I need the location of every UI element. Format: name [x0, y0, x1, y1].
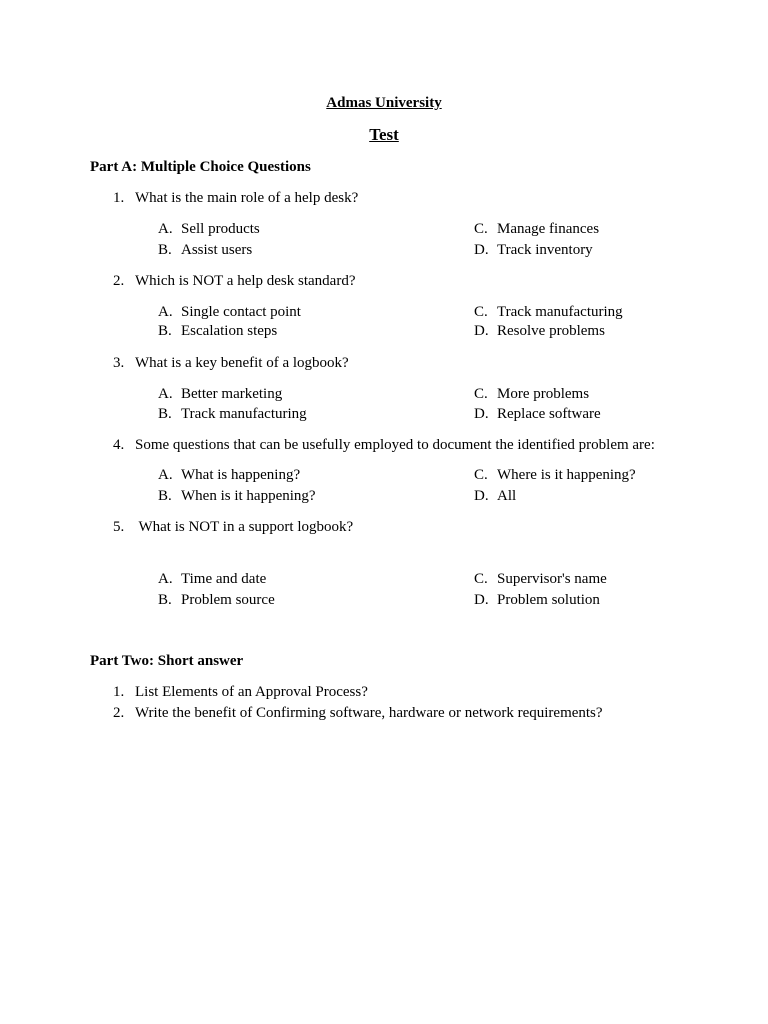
option-2b — [158, 322, 277, 340]
option-letter: C. — [474, 221, 488, 237]
part-a-heading: Part A: Multiple Choice Questions — [90, 159, 311, 175]
option-letter: D. — [474, 323, 489, 339]
option-text: Track manufacturing — [181, 406, 307, 422]
option-1b — [158, 241, 252, 259]
option-text: What is happening? — [181, 467, 301, 483]
option-letter: B. — [158, 592, 172, 608]
option-3d — [474, 405, 601, 423]
question-number: 1. — [113, 684, 125, 700]
option-text: Replace software — [497, 406, 601, 422]
option-letter: B. — [158, 242, 172, 258]
question-text: What is NOT in a support logbook? — [135, 519, 354, 535]
question-number: 2. — [113, 705, 125, 721]
page-title: Test — [369, 125, 399, 144]
option-3c — [474, 385, 589, 403]
part-two-heading: Part Two: Short answer — [90, 653, 244, 669]
option-letter: D. — [474, 406, 489, 422]
option-text: Single contact point — [181, 304, 301, 320]
option-letter: C. — [474, 304, 488, 320]
question-1 — [113, 189, 358, 207]
question-text: What is the main role of a help desk? — [135, 190, 359, 206]
option-text: Escalation steps — [181, 323, 278, 339]
option-text: Track inventory — [497, 242, 593, 258]
question-4 — [113, 436, 655, 454]
option-text: Better marketing — [181, 386, 283, 402]
option-letter: A. — [158, 571, 173, 587]
question-text: What is a key benefit of a logbook? — [135, 355, 349, 371]
question-text: Which is NOT a help desk standard? — [135, 273, 356, 289]
option-5d — [474, 591, 600, 609]
short-question-2 — [113, 704, 603, 722]
option-text: Time and date — [181, 571, 267, 587]
option-letter: B. — [158, 323, 172, 339]
option-text: Where is it happening? — [497, 467, 636, 483]
option-letter: C. — [474, 386, 488, 402]
option-text: Resolve problems — [497, 323, 605, 339]
option-1d — [474, 241, 593, 259]
question-3 — [113, 354, 349, 372]
option-text: Manage finances — [497, 221, 600, 237]
question-text: Some questions that can be usefully employed to document the identified problem are: — [135, 437, 655, 453]
option-text: Problem source — [181, 592, 275, 608]
question-number: 3. — [113, 355, 125, 371]
option-4a — [158, 466, 300, 484]
option-text: Problem solution — [497, 592, 600, 608]
option-letter: D. — [474, 488, 489, 504]
question-text: Write the benefit of Confirming software, hardware or network requirements? — [135, 705, 603, 721]
institution-name: Admas University — [326, 95, 442, 111]
option-letter: A. — [158, 221, 173, 237]
option-text: When is it happening? — [181, 488, 316, 504]
option-letter: B. — [158, 406, 172, 422]
question-number: 1. — [113, 190, 125, 206]
question-number: 2. — [113, 273, 125, 289]
option-5c — [474, 570, 607, 588]
option-text: Supervisor's name — [497, 571, 607, 587]
option-4b — [158, 487, 316, 505]
option-letter: A. — [158, 304, 173, 320]
short-question-1 — [113, 683, 368, 701]
option-text: All — [497, 488, 517, 504]
option-3a — [158, 385, 282, 403]
option-5a — [158, 570, 266, 588]
option-text: Track manufacturing — [497, 304, 623, 320]
option-4c — [474, 466, 636, 484]
option-2c — [474, 303, 623, 321]
option-2d — [474, 322, 605, 340]
option-2a — [158, 303, 301, 321]
question-2 — [113, 272, 356, 290]
option-letter: D. — [474, 592, 489, 608]
option-letter: A. — [158, 467, 173, 483]
option-text: Sell products — [181, 221, 260, 237]
option-letter: D. — [474, 242, 489, 258]
question-number: 4. — [113, 437, 125, 453]
question-text: List Elements of an Approval Process? — [135, 684, 368, 700]
option-letter: C. — [474, 467, 488, 483]
option-1a — [158, 220, 260, 238]
option-1c — [474, 220, 599, 238]
option-letter: B. — [158, 488, 172, 504]
option-letter: A. — [158, 386, 173, 402]
option-text: More problems — [497, 386, 590, 402]
option-3b — [158, 405, 307, 423]
option-text: Assist users — [181, 242, 253, 258]
option-4d — [474, 487, 516, 505]
question-5 — [113, 518, 353, 536]
option-letter: C. — [474, 571, 488, 587]
option-5b — [158, 591, 275, 609]
question-number: 5. — [113, 519, 125, 535]
